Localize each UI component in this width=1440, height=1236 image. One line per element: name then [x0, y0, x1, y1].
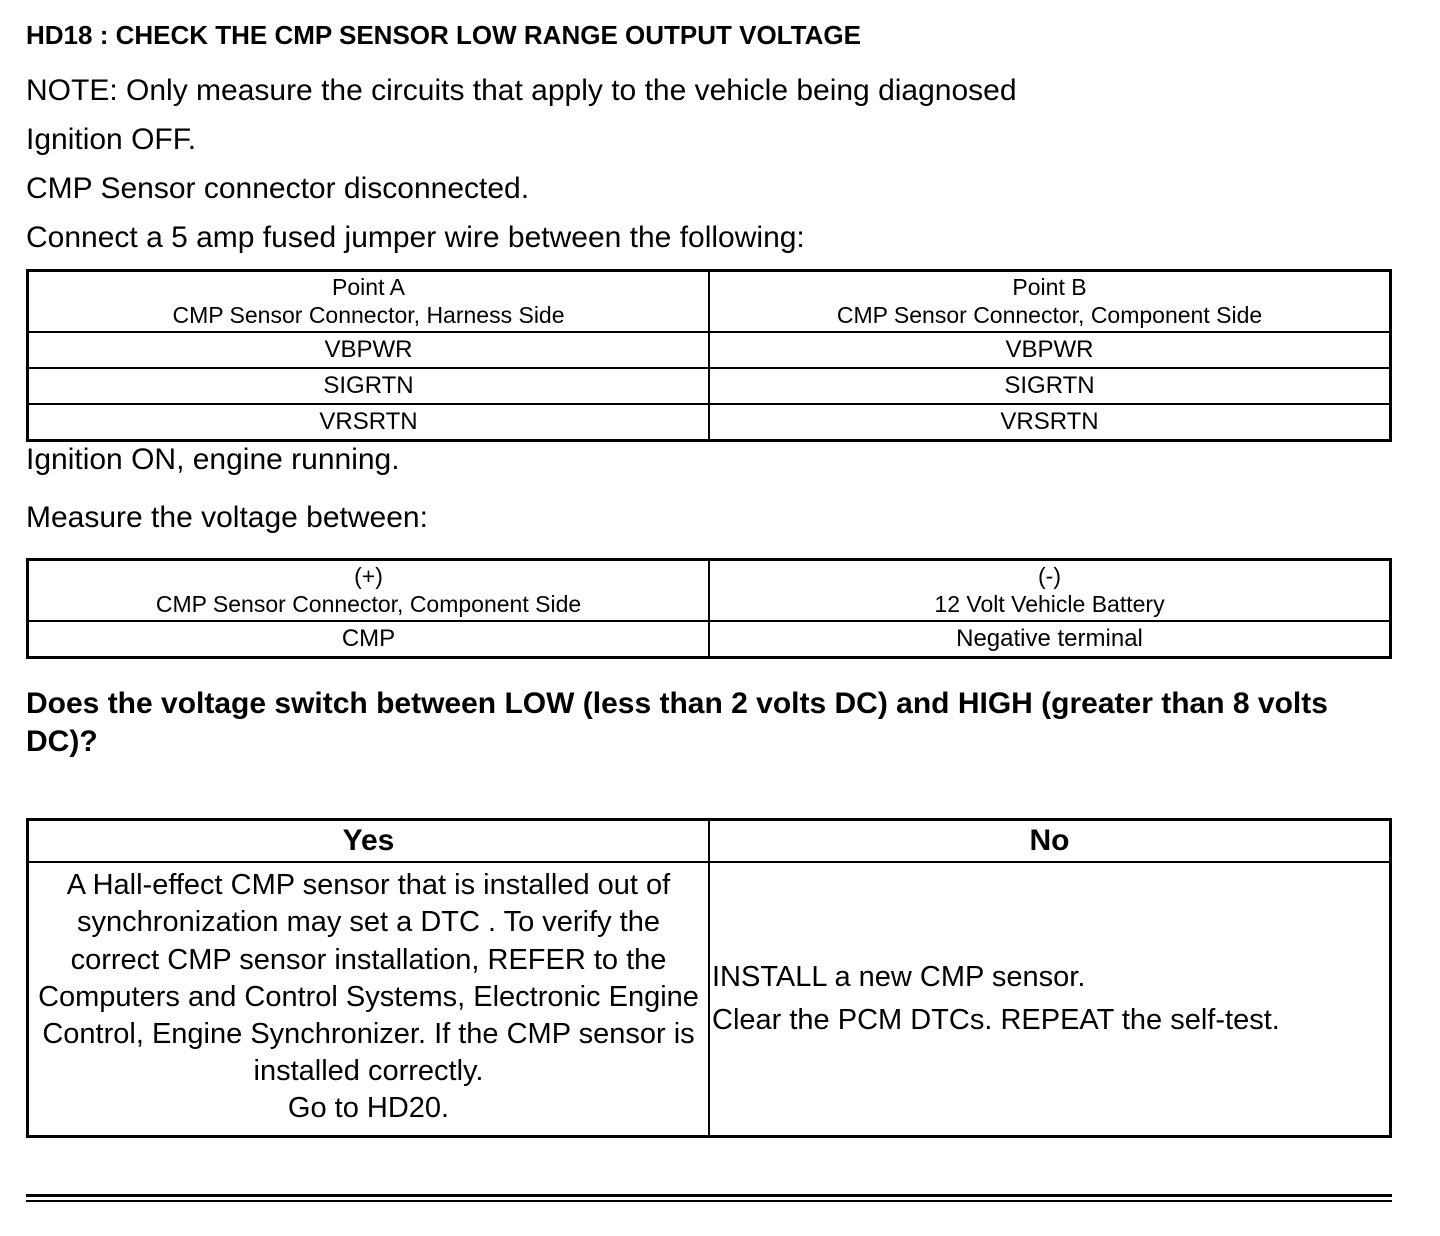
circuit-cell: SIGRTN [28, 368, 710, 404]
circuit-cell: VRSRTN [709, 404, 1391, 441]
circuit-cell: VBPWR [709, 332, 1391, 368]
result-body-row [28, 862, 1391, 1136]
positive-lead-header [28, 560, 710, 622]
result-header-row [28, 820, 1391, 863]
positive-subtitle: CMP Sensor Connector, Component Side [155, 590, 582, 617]
ignition-off-line: Ignition OFF. [26, 123, 197, 156]
point-a-subtitle: CMP Sensor Connector, Harness Side [172, 301, 565, 328]
connect-jumper-line: Connect a 5 amp fused jumper wire between the following: [26, 221, 805, 254]
positive-symbol: (+) [354, 563, 383, 590]
yes-action-cell [28, 862, 710, 1136]
ignition-on-line: Ignition ON, engine running. [26, 443, 400, 477]
circuit-cell: VBPWR [28, 332, 710, 368]
note-line: NOTE: Only measure the circuits that apply to the vehicle being diagnosed [26, 74, 1017, 107]
table-row [28, 368, 1391, 404]
measure-voltage-line: Measure the voltage between: [26, 501, 428, 535]
voltage-measure-table [26, 558, 1392, 659]
point-a-title: Point A [332, 274, 405, 300]
yes-goto-text: Go to HD20. [287, 1092, 450, 1125]
jumper-wire-table [26, 269, 1392, 442]
no-header: No [709, 820, 1391, 863]
disconnect-line: CMP Sensor connector disconnected. [26, 172, 530, 205]
negative-lead-header [709, 560, 1391, 622]
measure-point-cell: CMP [28, 621, 710, 658]
yes-header: Yes [28, 820, 710, 863]
point-b-subtitle: CMP Sensor Connector, Component Side [836, 301, 1263, 328]
jumper-point-a-header [28, 271, 710, 333]
table-row [28, 332, 1391, 368]
jumper-table-header-row [28, 271, 1391, 333]
table-row [28, 621, 1391, 658]
voltage-table-header-row [28, 560, 1391, 622]
yes-action-text: A Hall-effect CMP sensor that is installed out of synchronization may set a DTC . To verify the correct CMP sensor installation, REFER to the Computers and Control Systems, Electronic Engine Control, Engine Synchronizer. If the CMP sensor is installed correctly. [38, 869, 699, 1087]
point-b-title: Point B [1012, 274, 1087, 300]
no-action-line-2: Clear the PCM DTCs. REPEAT the self-test. [712, 1004, 1280, 1037]
page-title: HD18 : CHECK THE CMP SENSOR LOW RANGE OUTPUT VOLTAGE [26, 20, 861, 50]
diagnostic-question: Does the voltage switch between LOW (less than 2 volts DC) and HIGH (greater than 8 volts DC)? [26, 687, 1328, 758]
circuit-cell: VRSRTN [28, 404, 710, 441]
jumper-point-b-header [709, 271, 1391, 333]
negative-subtitle: 12 Volt Vehicle Battery [934, 590, 1165, 617]
measure-point-cell: Negative terminal [709, 621, 1391, 658]
page-bottom-divider [26, 1194, 1392, 1202]
no-action-line-1: INSTALL a new CMP sensor. [712, 960, 1086, 993]
circuit-cell: SIGRTN [709, 368, 1391, 404]
negative-symbol: (-) [1038, 563, 1061, 590]
no-action-cell [709, 862, 1391, 1136]
yes-no-result-table [26, 818, 1392, 1138]
table-row [28, 404, 1391, 441]
